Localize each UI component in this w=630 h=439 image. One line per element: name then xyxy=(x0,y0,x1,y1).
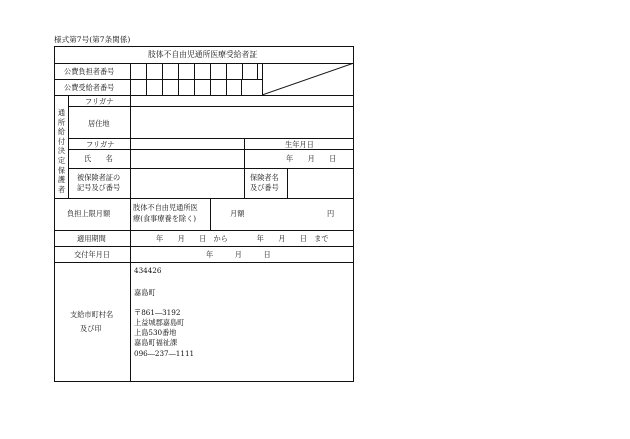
municipality-label-1: 支給市町村名 xyxy=(70,310,114,319)
period-value: 年 月 日 から 年 月 日 まで xyxy=(156,234,329,243)
limit-label: 負担上限月額 xyxy=(67,209,111,218)
furigana-label-1: フリガナ xyxy=(85,97,114,106)
yen-unit: 円 xyxy=(327,209,335,218)
certificate-title: 肢体不自由児通所医療受給者証 xyxy=(148,50,258,59)
period-label: 適用期間 xyxy=(77,234,106,243)
municipality-phone: 096―237―1111 xyxy=(134,349,195,358)
payer-number-label: 公費負担者番号 xyxy=(64,67,115,76)
recipient-number-label: 公費受給者番号 xyxy=(64,83,115,92)
limit-desc-1: 肢体不自由児通所医 xyxy=(133,203,198,212)
municipality-postal: 〒861―3192 xyxy=(134,308,181,317)
municipality-department: 嘉島町福祉課 xyxy=(134,338,178,347)
municipality-name: 嘉島町 xyxy=(134,288,156,297)
payer-number-cells xyxy=(130,63,258,79)
diagonal-slash xyxy=(262,63,354,95)
monthly-amount-label: 月額 xyxy=(230,209,245,218)
municipality-label-2: 及び印 xyxy=(80,324,102,333)
side-label: 通 所 給 付 決 定 保 護 者 xyxy=(57,108,66,194)
recipient-number-cells xyxy=(130,79,242,95)
issue-date-label: 交付年月日 xyxy=(74,250,110,259)
insured-card-label-1: 被保険者証の xyxy=(77,173,121,182)
birthdate-header: 生年月日 xyxy=(285,140,314,149)
name-label: 氏 名 xyxy=(84,154,113,163)
limit-desc-2: 療(食事療養を除く) xyxy=(133,214,197,223)
issue-date-value: 年 月 日 xyxy=(206,250,271,259)
insurer-label-1: 保険者名 xyxy=(250,173,279,182)
municipality-address-2: 上島530番地 xyxy=(134,328,177,337)
form-number: 様式第7号(第7条関係) xyxy=(54,35,131,44)
address-label: 居住地 xyxy=(88,119,110,128)
insured-card-label-2: 記号及び番号 xyxy=(77,183,121,192)
municipality-code: 434426 xyxy=(134,266,162,275)
furigana-label-2: フリガナ xyxy=(86,140,115,149)
birthdate-units: 年 月 日 xyxy=(286,154,337,163)
municipality-address-1: 上益城郡嘉島町 xyxy=(134,318,185,327)
insurer-label-2: 及び番号 xyxy=(250,183,279,192)
